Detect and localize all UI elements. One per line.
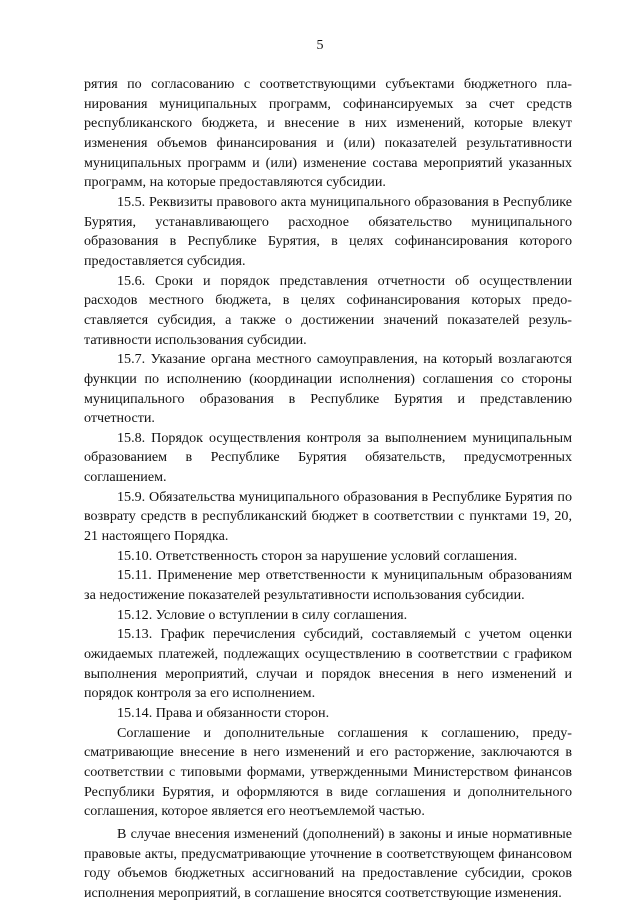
paragraph-15-13: 15.13. График перечисления субсидий, составляемый с учетом оценки ожидаемых платежей, подлежащих осуществлению в соответствии с графиком выполнения мероприятий, случаи и порядок внесения в него изменений и порядок контроля за его исполнением.: [84, 626, 572, 702]
paragraph-15-14: 15.14. Права и обязанности сторон.: [117, 705, 330, 721]
paragraph-15-8: 15.8. Порядок осуществления контроля за выполнением муниципальным образованием в Республике Бурятия обязательств, предусмотренных соглашением.: [84, 429, 572, 486]
paragraph-15-11: 15.11. Применение мер ответственности к муниципальным образованиям за недостижение показателей результативности использования субсидии.: [84, 567, 572, 604]
paragraph-15-6: 15.6. Сроки и порядок представления отчетности об осуществлении расходов местного бюджета, в целях софинансирования которых предоставляется субсидия, а также о достижении значений показателей результативности использования субсидии.: [84, 272, 572, 348]
paragraph-15-12: 15.12. Условие о вступлении в силу соглашения.: [117, 606, 408, 623]
paragraph-15-10: 15.10. Ответственность сторон за нарушение условий соглашения.: [117, 547, 518, 564]
paragraph-continuation: рятия по согласованию с соответствующими субъектами бюджетного планирования муниципальных программ, софинансируемых за счет средств республиканского бюджета, и внесение в них изменений, которые влекут изменения объемов финансирования и (или) показателей результативности муниципальных программ и (или) изменение состава мероприятий указанных программ, на которые предоставляются субсидии.: [84, 76, 572, 191]
document-body: [84, 75, 572, 904]
paragraph-law-changes: В случае внесения изменений (дополнений) в законы и иные нормативные правовые акты, предусматривающие уточнение в соответствующем финансовом году объемов бюджетных ассигнований на предоставление субсидии, сроков исполнения мероприятий, в соглашение вносятся соответствующие изменения.: [84, 825, 572, 901]
paragraph-additional-agreements: Соглашение и дополнительные соглашения к соглашению, предусматривающие внесение в него изменений и его расторжение, заключаются в соответствии с типовыми формами, утвержденными Министерством финансов Республики Бурятия, и оформляются в виде соглашения и дополнительного соглашения, которое является его неотъемлемой частью.: [84, 724, 572, 820]
paragraph-15-9: 15.9. Обязательства муниципального образования в Республике Бурятия по возврату средств в республиканский бюджет в соответствии с пунктами 19, 20, 21 настоящего Порядка.: [84, 488, 572, 545]
paragraph-15-5: 15.5. Реквизиты правового акта муниципального образования в Республике Бурятия, устанавливающего расходное обязательство муниципального образования в Республике Бурятия, в целях софинансирования которого предоставляется субсидия.: [84, 193, 572, 269]
page-number: 5: [316, 38, 324, 53]
paragraph-15-7: 15.7. Указание органа местного самоуправления, на который возлагаются функции по исполнению (координации исполнения) соглашения со стороны муниципального образования в Республике Бурятия и представлению отчетности.: [84, 351, 572, 427]
